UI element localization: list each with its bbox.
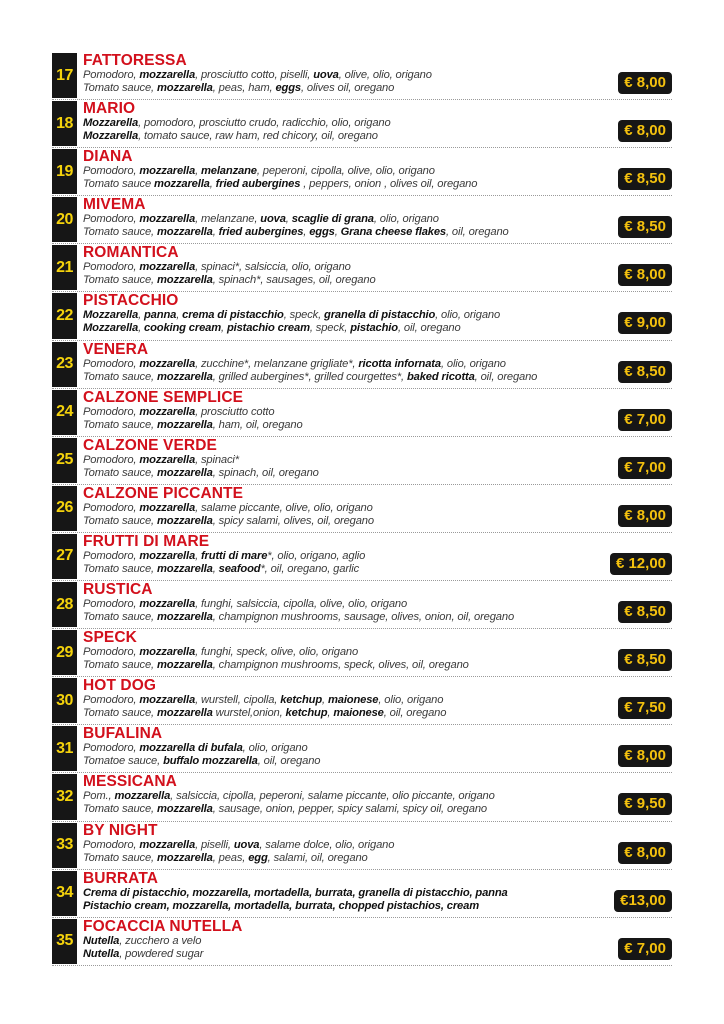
highlighted-ingredient: mozzarella <box>156 851 213 864</box>
highlighted-ingredient: mozzarella <box>139 646 196 659</box>
item-content <box>83 581 592 624</box>
highlighted-ingredient: mozzarella <box>114 790 171 803</box>
highlighted-ingredient: mozzarella <box>139 357 196 370</box>
item-name: MARIO <box>83 100 136 118</box>
ingredient-text: Tomato sauce, <box>83 707 157 720</box>
highlighted-ingredient: Mozzarella <box>83 309 139 322</box>
ingredient-text: , olive, olio, origano <box>338 69 432 81</box>
item-name: MESSICANA <box>83 773 177 791</box>
item-number: 23 <box>52 342 77 387</box>
item-name: HOT DOG <box>83 677 157 695</box>
highlighted-ingredient: uova <box>260 213 286 226</box>
ingredients-english <box>83 852 592 865</box>
ingredient-text: , powdered sugar <box>119 947 204 960</box>
item-number: 26 <box>52 486 77 531</box>
ingredients-italian <box>83 550 592 563</box>
ingredient-text: , olio, origano <box>440 357 506 370</box>
highlighted-ingredient: Mozzarella <box>83 322 139 335</box>
ingredient-text: Pom., <box>83 790 115 803</box>
ingredients-english <box>83 900 592 913</box>
ingredient-text: , spinach, oil, oregano <box>212 466 319 479</box>
ingredient-text: Tomato sauce, <box>83 466 157 479</box>
highlighted-ingredient: ketchup <box>285 707 328 720</box>
item-content <box>83 629 592 672</box>
ingredient-text: , salsiccia, cipolla, peperoni, salame piccante, olio piccante, origano <box>170 790 495 803</box>
ingredient-text: Tomato sauce, <box>83 611 157 624</box>
ingredient-text: , oil, oregano <box>257 755 321 768</box>
price-badge: € 8,50 <box>618 361 672 383</box>
ingredients-english <box>83 130 592 143</box>
highlighted-ingredient: seafood <box>218 562 261 575</box>
ingredient-text: , oil, oregano <box>474 370 538 383</box>
ingredient-text: Pomodoro, <box>83 694 140 707</box>
ingredients-english <box>83 707 592 720</box>
menu-item <box>52 677 672 725</box>
menu-item <box>52 389 672 437</box>
ingredients-english <box>83 322 592 335</box>
ingredient-text: , <box>303 226 310 239</box>
highlighted-ingredient: crema di pistacchio <box>182 309 284 322</box>
item-number: 30 <box>52 678 77 723</box>
item-name: ROMANTICA <box>83 244 179 262</box>
ingredient-text: Tomato sauce, <box>83 226 157 239</box>
ingredient-text: Tomato sauce, <box>83 659 157 672</box>
highlighted-ingredient: fried aubergines <box>215 178 301 191</box>
highlighted-ingredient: Grana cheese flakes <box>340 226 446 239</box>
ingredient-text: , speck, <box>309 322 351 335</box>
ingredient-text: , zucchine*, melanzane grigliate*, <box>195 357 359 370</box>
highlighted-ingredient: egg <box>248 851 268 864</box>
highlighted-ingredient: mozzarella <box>154 178 210 191</box>
ingredient-text: Tomato sauce, <box>83 851 157 864</box>
menu-item <box>52 437 672 485</box>
ingredient-text: Tomato sauce, <box>83 562 157 575</box>
ingredient-text: , champignon mushrooms, speck, olives, oil, oregano <box>212 659 469 672</box>
highlighted-ingredient: panna <box>144 309 177 322</box>
menu-item <box>52 773 672 821</box>
highlighted-ingredient: maionese <box>333 707 384 720</box>
ingredients-italian <box>83 309 592 322</box>
ingredient-text: Tomatoe sauce, <box>83 755 164 768</box>
ingredients-italian <box>83 358 592 371</box>
ingredients-english <box>83 82 592 95</box>
ingredient-text: , olio, origano <box>242 742 308 755</box>
ingredient-text: Pomodoro, <box>83 453 140 466</box>
item-content <box>83 677 592 720</box>
ingredient-text: , <box>212 562 219 575</box>
ingredient-text: , salame dolce, olio, origano <box>259 838 395 851</box>
menu-item <box>52 581 672 629</box>
ingredient-text: Pomodoro, <box>83 646 140 659</box>
ingredient-text: Pomodoro, <box>83 357 140 370</box>
item-number: 32 <box>52 774 77 819</box>
price-badge: € 8,00 <box>618 72 672 94</box>
price-badge: € 12,00 <box>610 553 672 575</box>
pizza-menu-list <box>52 52 672 966</box>
ingredients-english <box>83 419 592 432</box>
ingredients-english <box>83 948 592 961</box>
highlighted-ingredient: buffalo mozzarella <box>163 755 258 768</box>
ingredient-text: Tomato sauce <box>83 178 155 191</box>
highlighted-ingredient: mozzarella <box>156 562 213 575</box>
highlighted-ingredient: mozzarella <box>156 803 213 816</box>
item-number: 20 <box>52 197 77 242</box>
item-number: 27 <box>52 534 77 579</box>
highlighted-ingredient: eggs <box>309 226 335 239</box>
ingredient-text: , oil, oregano <box>383 707 447 720</box>
item-content <box>83 244 592 287</box>
ingredient-text: *, oil, oregano, garlic <box>260 562 360 575</box>
ingredient-text: , <box>334 226 341 239</box>
ingredient-text: , oil, oregano <box>397 322 461 335</box>
highlighted-ingredient: mozzarella <box>139 405 196 418</box>
menu-item <box>52 341 672 389</box>
menu-item <box>52 100 672 148</box>
ingredient-text: , funghi, salsiccia, cipolla, olive, olio, origano <box>195 598 408 611</box>
ingredient-text: wurstel,onion, <box>212 707 286 720</box>
price-badge: € 7,00 <box>618 457 672 479</box>
menu-item <box>52 629 672 677</box>
ingredient-text: Pomodoro, <box>83 742 140 755</box>
highlighted-ingredient: baked ricotta <box>406 370 475 383</box>
item-name: CALZONE SEMPLICE <box>83 388 244 406</box>
highlighted-ingredient: eggs <box>275 82 301 94</box>
ingredients-english <box>83 178 592 191</box>
ingredient-text: Tomato sauce, <box>83 418 157 431</box>
item-content <box>83 822 592 865</box>
ingredient-text: , <box>138 309 144 322</box>
ingredient-text: Pomodoro, <box>83 261 140 274</box>
ingredient-text: , spinaci* <box>195 453 239 466</box>
ingredient-text: , <box>221 322 227 335</box>
item-name: SPECK <box>83 629 137 647</box>
highlighted-ingredient: fried aubergines <box>218 226 304 239</box>
item-name: BUFALINA <box>83 725 163 743</box>
ingredient-text: , wurstell, cipolla, <box>195 694 281 707</box>
item-content <box>83 389 592 432</box>
ingredient-text: , funghi, speck, olive, olio, origano <box>195 646 359 659</box>
price-badge: € 9,50 <box>618 793 672 815</box>
price-badge: €13,00 <box>614 890 672 912</box>
ingredient-text: , <box>212 226 219 239</box>
highlighted-ingredient: mozzarella <box>139 501 196 514</box>
price-badge: € 8,00 <box>618 120 672 142</box>
ingredient-text: , spinach*, sausages, oil, oregano <box>212 274 376 287</box>
ingredient-text: Tomato sauce, <box>83 803 157 816</box>
ingredient-text: , ham, oil, oregano <box>212 418 303 431</box>
item-number: 17 <box>52 53 77 98</box>
price-badge: € 7,00 <box>618 938 672 960</box>
ingredient-text: Pomodoro, <box>83 501 140 514</box>
menu-item <box>52 244 672 292</box>
item-name: PISTACCHIO <box>83 292 179 310</box>
item-content <box>83 52 592 95</box>
item-name: BY NIGHT <box>83 821 158 839</box>
menu-item <box>52 485 672 533</box>
highlighted-ingredient: frutti di mare <box>200 549 268 562</box>
ingredient-text: , <box>138 322 144 335</box>
highlighted-ingredient: mozzarella <box>156 226 213 239</box>
highlighted-ingredient: mozzarella <box>139 598 196 611</box>
ingredient-text: , champignon mushrooms, sausage, olives, onion, oil, oregano <box>212 611 515 624</box>
menu-item <box>52 725 672 773</box>
ingredients-italian <box>83 742 592 755</box>
ingredient-text: Tomato sauce, <box>83 514 157 527</box>
highlighted-ingredient: mozzarella <box>156 418 213 431</box>
item-name: VENERA <box>83 340 149 358</box>
price-badge: € 8,50 <box>618 168 672 190</box>
highlighted-ingredient: melanzane <box>200 165 257 178</box>
item-number: 33 <box>52 823 77 868</box>
price-badge: € 8,50 <box>618 216 672 238</box>
ingredient-text: , prosciutto cotto <box>195 405 275 418</box>
ingredients-english <box>83 226 592 239</box>
item-name: RUSTICA <box>83 581 153 599</box>
menu-item <box>52 292 672 340</box>
ingredient-text: *, olio, origano, aglio <box>267 549 366 562</box>
ingredients-italian <box>83 887 592 900</box>
highlighted-ingredient: uova <box>233 838 260 851</box>
ingredient-text: Tomato sauce, <box>83 82 157 94</box>
ingredient-text: , sausage, onion, pepper, spicy salami, spicy oil, oregano <box>212 803 487 816</box>
ingredients-english <box>83 803 592 816</box>
ingredients-english <box>83 371 592 384</box>
ingredients-italian <box>83 406 592 419</box>
ingredient-text: , salame piccante, olive, olio, origano <box>195 501 373 514</box>
highlighted-ingredient: scaglie di grana <box>291 213 374 226</box>
menu-item <box>52 918 672 966</box>
item-number: 29 <box>52 630 77 675</box>
ingredients-italian <box>83 935 592 948</box>
highlighted-ingredient: ricotta infornata <box>358 357 441 370</box>
menu-item <box>52 148 672 196</box>
price-badge: € 8,50 <box>618 649 672 671</box>
item-number: 28 <box>52 582 77 627</box>
item-number: 19 <box>52 149 77 194</box>
ingredient-text: Pomodoro, <box>83 598 140 611</box>
ingredients-italian <box>83 261 592 274</box>
ingredient-text: , pomodoro, prosciutto crudo, radicchio, olio, origano <box>138 117 391 130</box>
ingredient-text: Pomodoro, <box>83 838 140 851</box>
item-content <box>83 918 592 961</box>
highlighted-ingredient: mozzarella <box>156 466 213 479</box>
ingredients-italian <box>83 839 592 852</box>
ingredient-text: , <box>195 549 201 562</box>
item-name: BURRATA <box>83 869 159 887</box>
ingredients-english <box>83 659 592 672</box>
ingredient-text: , zucchero a velo <box>119 934 202 947</box>
ingredients-english <box>83 755 592 768</box>
menu-item <box>52 196 672 244</box>
ingredient-text: , peas, <box>212 851 249 864</box>
ingredients-english <box>83 515 592 528</box>
ingredients-italian <box>83 117 592 130</box>
ingredient-text: , melanzane, <box>195 213 261 226</box>
highlighted-ingredient: mozzarella <box>139 453 196 466</box>
item-number: 21 <box>52 245 77 290</box>
highlighted-ingredient: mozzarella <box>139 69 196 81</box>
ingredient-text: , salami, oil, oregano <box>267 851 368 864</box>
highlighted-ingredient: mozzarella <box>156 611 213 624</box>
price-badge: € 8,00 <box>618 745 672 767</box>
highlighted-ingredient: uova <box>313 69 339 81</box>
ingredients-italian <box>83 454 592 467</box>
ingredients-italian <box>83 646 592 659</box>
item-content <box>83 870 592 913</box>
highlighted-ingredient: mozzarella <box>139 694 196 707</box>
item-name: FOCACCIA NUTELLA <box>83 917 243 935</box>
ingredient-text: Pomodoro, <box>83 165 140 178</box>
highlighted-ingredient: mozzarella <box>139 549 196 562</box>
ingredient-text: , tomato sauce, raw ham, red chicory, oil, oregano <box>138 130 378 143</box>
ingredients-english <box>83 274 592 287</box>
ingredient-text: , <box>285 213 292 226</box>
price-badge: € 7,00 <box>618 409 672 431</box>
item-content <box>83 725 592 768</box>
ingredient-text: , spinaci*, salsiccia, olio, origano <box>195 261 351 274</box>
ingredient-text: , olio, origano <box>435 309 501 322</box>
ingredient-text: , <box>327 707 334 720</box>
ingredients-english <box>83 467 592 480</box>
highlighted-ingredient: granella di pistacchio <box>324 309 436 322</box>
ingredient-text: , spicy salami, olives, oil, oregano <box>212 514 374 527</box>
ingredient-text: Tomato sauce, <box>83 370 157 383</box>
menu-item <box>52 822 672 870</box>
item-content <box>83 485 592 528</box>
price-badge: € 8,00 <box>618 842 672 864</box>
ingredients-italian <box>83 69 592 82</box>
menu-item <box>52 870 672 918</box>
ingredient-text: , prosciutto cotto, piselli, <box>195 69 314 81</box>
ingredient-text: , peperoni, cipolla, olive, olio, origano <box>256 165 435 178</box>
item-content <box>83 292 592 335</box>
highlighted-ingredient: pistachio cream <box>226 322 310 335</box>
highlighted-ingredient: mozzarella <box>156 274 213 287</box>
ingredient-text: Pomodoro, <box>83 549 140 562</box>
ingredient-text: Tomato sauce, <box>83 274 157 287</box>
item-name: CALZONE PICCANTE <box>83 484 244 502</box>
ingredient-text: , peas, ham, <box>212 82 276 94</box>
item-name: FRUTTI DI MARE <box>83 532 210 550</box>
ingredient-text: , <box>176 309 183 322</box>
item-content <box>83 533 592 576</box>
highlighted-ingredient: Crema di pistacchio, mozzarella, mortadella, burrata, granella di pistacchio, panna <box>83 886 508 899</box>
ingredient-text: , olio, origano <box>378 694 444 707</box>
item-content <box>83 773 592 816</box>
price-badge: € 9,00 <box>618 312 672 334</box>
highlighted-ingredient: mozzarella <box>156 514 213 527</box>
price-badge: € 8,00 <box>618 505 672 527</box>
item-number: 25 <box>52 438 77 483</box>
highlighted-ingredient: mozzarella <box>156 707 213 720</box>
menu-item <box>52 52 672 100</box>
ingredient-text: Pomodoro, <box>83 213 140 226</box>
ingredient-text: , <box>195 165 201 178</box>
highlighted-ingredient: mozzarella <box>139 213 196 226</box>
highlighted-ingredient: mozzarella <box>139 165 196 178</box>
item-number: 31 <box>52 726 77 771</box>
item-number: 35 <box>52 919 77 964</box>
highlighted-ingredient: Mozzarella <box>83 130 139 143</box>
ingredients-english <box>83 563 592 576</box>
item-name: CALZONE VERDE <box>83 436 217 454</box>
highlighted-ingredient: mozzarella di bufala <box>139 742 243 755</box>
ingredient-text: Pomodoro, <box>83 405 140 418</box>
highlighted-ingredient: Mozzarella <box>83 117 139 130</box>
ingredients-english <box>83 611 592 624</box>
menu-item <box>52 533 672 581</box>
ingredient-text: , piselli, <box>195 838 234 851</box>
highlighted-ingredient: mozzarella <box>156 370 213 383</box>
highlighted-ingredient: mozzarella <box>156 659 213 672</box>
ingredients-italian <box>83 213 592 226</box>
ingredients-italian <box>83 165 592 178</box>
item-name: MIVEMA <box>83 196 146 214</box>
item-number: 18 <box>52 101 77 146</box>
ingredient-text: , peppers, onion , olives oil, oregano <box>300 178 478 191</box>
item-number: 24 <box>52 390 77 435</box>
ingredients-italian <box>83 502 592 515</box>
highlighted-ingredient: Nutella <box>83 934 120 947</box>
highlighted-ingredient: cooking cream <box>144 322 222 335</box>
highlighted-ingredient: mozzarella <box>139 838 196 851</box>
item-number: 34 <box>52 871 77 916</box>
highlighted-ingredient: maionese <box>327 694 379 707</box>
ingredient-text: , speck, <box>283 309 325 322</box>
price-badge: € 8,00 <box>618 264 672 286</box>
ingredient-text: , grilled aubergines*, grilled courgettes*, <box>212 370 407 383</box>
item-content <box>83 341 592 384</box>
item-content <box>83 196 592 239</box>
highlighted-ingredient: Pistachio cream, mozzarella, mortadella, burrata, chopped pistachios, cream <box>83 899 479 912</box>
ingredient-text: , olives oil, oregano <box>300 82 395 94</box>
item-content <box>83 100 592 143</box>
ingredient-text: Pomodoro, <box>83 69 140 81</box>
price-badge: € 7,50 <box>618 697 672 719</box>
price-badge: € 8,50 <box>618 601 672 623</box>
item-name: DIANA <box>83 148 133 166</box>
item-content <box>83 437 592 480</box>
highlighted-ingredient: ketchup <box>280 694 323 707</box>
highlighted-ingredient: mozzarella <box>156 82 213 94</box>
ingredient-text: , oil, oregano <box>446 226 509 239</box>
highlighted-ingredient: pistachio <box>350 322 398 335</box>
ingredient-text: , <box>322 694 328 707</box>
item-content <box>83 148 592 191</box>
ingredients-italian <box>83 694 592 707</box>
highlighted-ingredient: Nutella <box>83 947 120 960</box>
highlighted-ingredient: mozzarella <box>139 261 196 274</box>
ingredients-italian <box>83 790 592 803</box>
ingredient-text: , olio, origano <box>373 213 439 226</box>
item-name: FATTORESSA <box>83 52 187 69</box>
ingredient-text: , <box>209 178 216 191</box>
item-number: 22 <box>52 293 77 338</box>
ingredients-italian <box>83 598 592 611</box>
